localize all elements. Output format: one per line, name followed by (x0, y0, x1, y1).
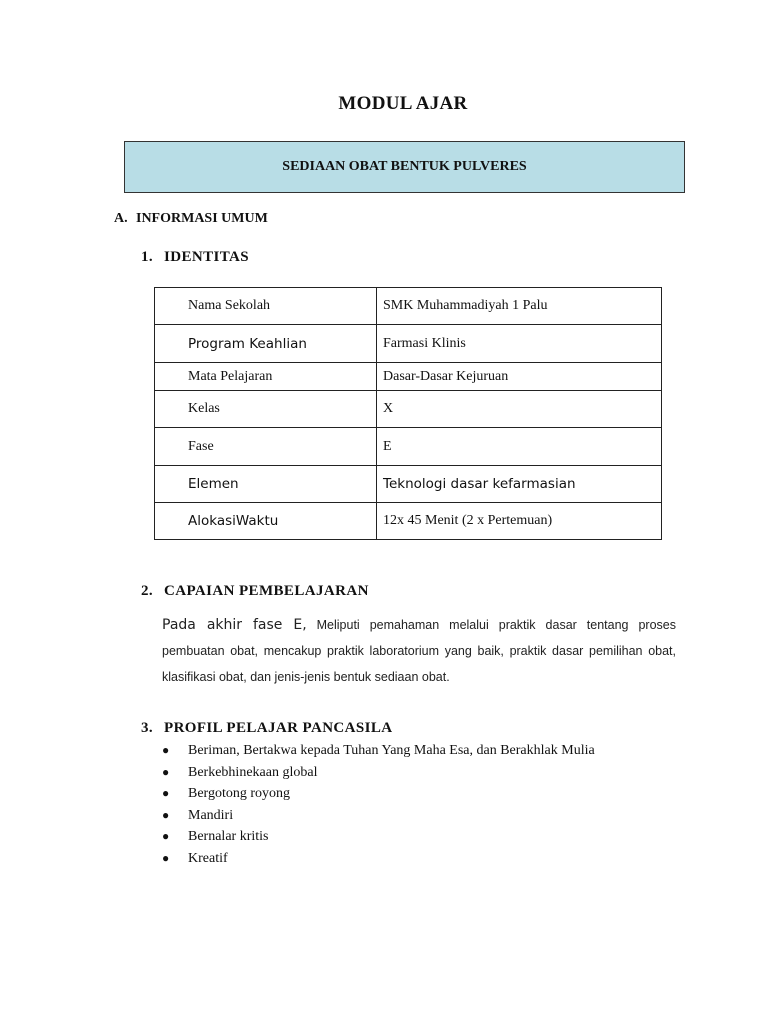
table-row (155, 363, 662, 391)
list-item (162, 783, 595, 805)
table-row (155, 466, 662, 503)
capaian-text: Meliputi pemahaman melalui praktik dasar tentang proses pembuatan obat, mencakup praktik laboratorium yang baik, praktik dasar pemilihan obat, klasifikasi obat, dan jenis-jenis bentuk sediaan obat. (162, 618, 676, 684)
bullet-icon: ● (162, 743, 170, 757)
profil-number: 3. (141, 720, 154, 736)
profil-list (162, 740, 595, 870)
table-row (155, 503, 662, 540)
list-item-text: Mandiri (188, 807, 234, 823)
list-item (162, 740, 595, 762)
list-item-text: Beriman, Bertakwa kepada Tuhan Yang Maha Esa, dan Berakhlak Mulia (188, 743, 595, 758)
list-item-text: Bergotong royong (188, 786, 291, 802)
identitas-title: IDENTITAS (164, 249, 250, 265)
table-row (155, 288, 662, 325)
table-value-cell: E (377, 428, 662, 466)
document-title: MODUL AJAR (338, 93, 468, 114)
table-key-cell: Program Keahlian (155, 325, 377, 363)
table-key-cell: Mata Pelajaran (155, 363, 377, 391)
table-key-cell: AlokasiWaktu (155, 503, 377, 540)
table-value-cell: Farmasi Klinis (377, 325, 662, 363)
identitas-table (154, 287, 662, 540)
list-item (162, 848, 595, 870)
section-a-letter: A. (114, 211, 128, 226)
table-value-cell: Teknologi dasar kefarmasian (377, 466, 662, 503)
bullet-icon: ● (162, 764, 170, 779)
capaian-paragraph (162, 612, 676, 690)
table-key-cell: Nama Sekolah (155, 288, 377, 325)
identitas-number: 1. (141, 249, 154, 265)
capaian-heading (141, 583, 369, 600)
list-item-text: Bernalar kritis (188, 829, 269, 845)
bullet-icon: ● (162, 829, 170, 844)
capaian-number: 2. (141, 583, 154, 599)
table-key-cell: Fase (155, 428, 377, 466)
table-row (155, 391, 662, 428)
bullet-icon: ● (162, 807, 170, 822)
identitas-heading (141, 249, 249, 266)
list-item-text: Berkebhinekaan global (188, 764, 318, 780)
list-item-text: Kreatif (188, 850, 228, 866)
subtitle-banner (124, 141, 685, 193)
profil-heading (141, 720, 393, 737)
section-a-heading (114, 211, 268, 227)
bullet-icon: ● (162, 786, 170, 801)
table-row (155, 325, 662, 363)
list-item (162, 826, 595, 848)
table-key-cell: Elemen (155, 466, 377, 503)
table-value-cell: X (377, 391, 662, 428)
list-item (162, 762, 595, 784)
capaian-title: CAPAIAN PEMBELAJARAN (164, 583, 369, 599)
capaian-lead: Pada akhir fase E, (162, 617, 307, 633)
table-value-cell: SMK Muhammadiyah 1 Palu (377, 288, 662, 325)
profil-title: PROFIL PELAJAR PANCASILA (164, 720, 393, 736)
list-item (162, 805, 595, 827)
table-value-cell: Dasar-Dasar Kejuruan (377, 363, 662, 391)
subtitle-text: SEDIAAN OBAT BENTUK PULVERES (282, 159, 527, 174)
bullet-icon: ● (162, 850, 170, 865)
section-a-title: INFORMASI UMUM (136, 211, 268, 226)
table-row (155, 428, 662, 466)
table-key-cell: Kelas (155, 391, 377, 428)
table-value-cell: 12x 45 Menit (2 x Pertemuan) (377, 503, 662, 540)
